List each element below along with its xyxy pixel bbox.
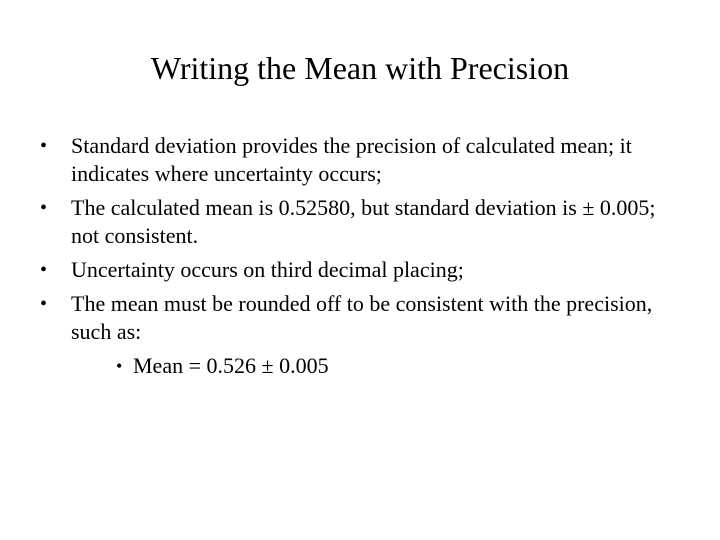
sub-bullet-text: Mean = 0.526 ± 0.005	[133, 353, 329, 378]
bullet-text: The mean must be rounded off to be consistent with the precision, such as:	[71, 291, 653, 344]
bullet-marker: •	[40, 293, 48, 315]
bullet-marker: •	[40, 259, 48, 281]
sub-bullet-list	[71, 352, 680, 380]
sub-bullet-marker: •	[116, 356, 123, 376]
bullet-list	[40, 132, 680, 386]
bullet-item	[40, 290, 680, 380]
bullet-text: The calculated mean is 0.52580, but standard deviation is ± 0.005; not consistent.	[71, 195, 656, 248]
bullet-marker: •	[40, 135, 48, 157]
bullet-marker: •	[40, 197, 48, 219]
bullet-item	[40, 194, 680, 250]
bullet-item	[40, 132, 680, 188]
bullet-text: Uncertainty occurs on third decimal placing;	[71, 257, 464, 282]
bullet-item	[40, 256, 680, 284]
sub-bullet-item	[71, 352, 680, 380]
bullet-text: Standard deviation provides the precision of calculated mean; it indicates where uncertainty occurs;	[71, 133, 632, 186]
slide-title: Writing the Mean with Precision	[150, 50, 570, 86]
